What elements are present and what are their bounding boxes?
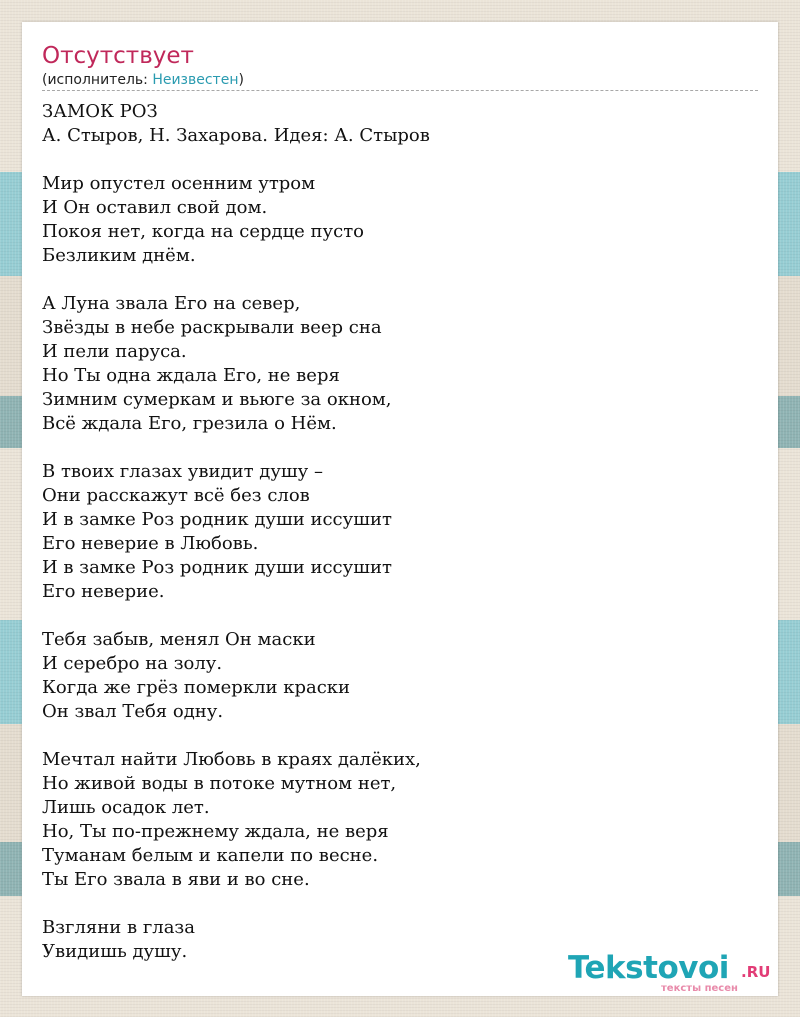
artist-link[interactable]: Неизвестен	[152, 72, 239, 88]
logo-tagline: тексты песен	[661, 983, 738, 994]
logo-tld: .RU	[741, 963, 771, 981]
artist-suffix: )	[238, 72, 244, 88]
logo-name: Tekstovoi	[568, 950, 729, 986]
site-logo[interactable]	[568, 950, 778, 994]
lyrics-card	[22, 22, 778, 996]
artist-line	[42, 71, 244, 89]
title-divider	[42, 90, 758, 91]
song-title: Отсутствует	[42, 43, 194, 69]
artist-prefix: (исполнитель:	[42, 72, 153, 88]
lyrics-text: ЗАМОК РОЗ А. Стыров, Н. Захарова. Идея: А. Стыров Мир опустел осенним утром И Он оставил свой дом. Покоя нет, когда на сердце пусто Безликим днём. А Луна звала Его на север, Звёзды в небе раскрывали веер сна И пели паруса. Но Ты одна ждала Его, не веря Зимним сумеркам и вьюге за окном, Всё ждала Его, грезила о Нём. В твоих глазах увидит душу – Они расскажут всё без слов И в замке Роз родник души иссушит Его неверие в Любовь. И в замке Роз родник души иссушит Его неверие. Тебя забыв, менял Он маски И серебро на золу. Когда же грёз померкли краски Он звал Тебя одну. Мечтал найти Любовь в краях далёких, Но живой воды в потоке мутном нет, Лишь осадок лет. Но, Ты по-прежнему ждала, не веря Туманам белым и капели по весне. Ты Его звала в яви и во сне. Взгляни в глаза Увидишь душу.	[42, 101, 430, 962]
